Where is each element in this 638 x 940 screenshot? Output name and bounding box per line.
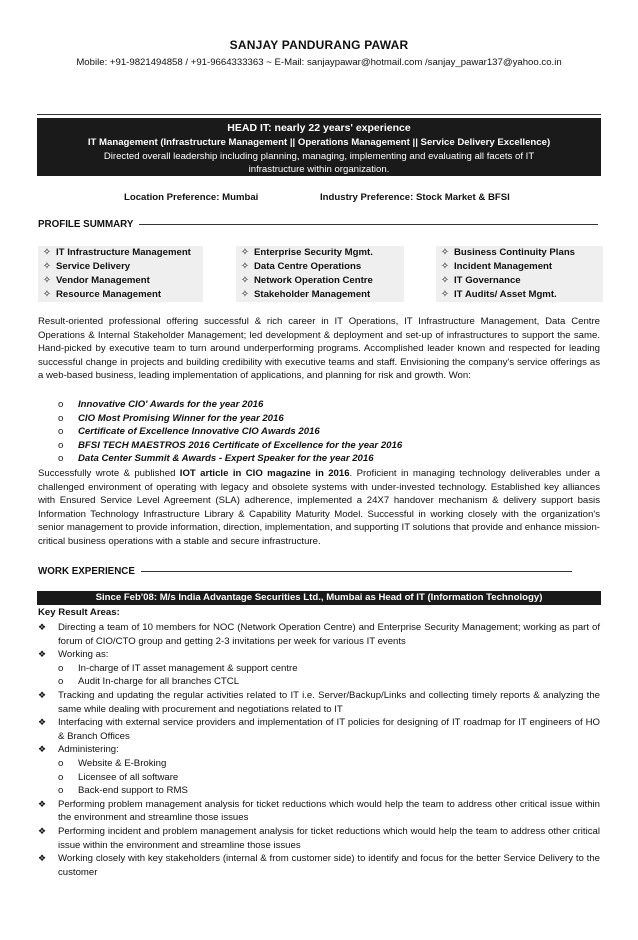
skills-column-2 (236, 246, 404, 302)
star-bullet-icon: ✧ (440, 247, 450, 258)
star-bullet-icon: ✧ (240, 247, 250, 258)
list-item-text: In-charge of IT asset management & support centre (78, 662, 298, 674)
diamond-bullet-icon: ❖ (38, 853, 47, 864)
skill-item (436, 288, 603, 302)
list-item-text: Interfacing with external service providers and implementation of IT policies for designing of IT roadmap for IT engineers of HO & Branch Offices (58, 717, 600, 742)
para2-body: . Proficient in managing technology deliverables under a challenged environment of operating with legacy and obsolete systems with under-invested technology. Established key alliances with Ensured Service Level Agreement (SLA) adherence, implemented a 24X7 handover mechanism & delivery support basis Information Technology Infrastructure Library & Capability Maturity Model. Successful in working closely with the organization's senior management to provide information, direction, implementation, and supporting IT solutions that provide and enhance mission-critical business operations with a stable and secure infrastructure. (38, 468, 600, 547)
circle-bullet-icon: o (58, 785, 64, 797)
skill-item (436, 274, 603, 288)
diamond-bullet-icon: ❖ (38, 825, 47, 836)
skill-item (38, 246, 203, 260)
diamond-bullet-icon: ❖ (38, 744, 47, 755)
key-result-areas-list (38, 621, 600, 879)
list-item (38, 716, 600, 743)
skill-label: IT Governance (454, 275, 521, 286)
star-bullet-icon: ✧ (440, 275, 450, 286)
circle-bullet-icon: o (58, 412, 64, 424)
award-text: BFSI TECH MAESTROS 2016 Certificate of Excellence for the year 2016 (78, 439, 403, 451)
award-text: Innovative CIO' Awards for the year 2016 (78, 399, 264, 410)
diamond-bullet-icon: ❖ (38, 622, 47, 632)
profile-summary-title: PROFILE SUMMARY (38, 219, 134, 230)
resume-page (0, 38, 638, 940)
banner-headline: HEAD IT: nearly 22 years' experience (227, 122, 411, 134)
heading-rule (141, 571, 572, 572)
skills-column-3 (436, 246, 603, 302)
location-preference: Location Preference: Mumbai (124, 192, 259, 203)
headline-banner (37, 118, 601, 176)
candidate-name: SANJAY PANDURANG PAWAR (229, 38, 409, 52)
profile-paragraph-2 (38, 467, 600, 549)
header-divider (37, 114, 601, 115)
award-item (58, 398, 600, 412)
list-item-text: Performing incident and problem management analysis for ticket reductions which would help the team to address other critical issue within the environment and streamline those issues (58, 825, 600, 851)
star-bullet-icon: ✧ (240, 261, 250, 272)
list-item (38, 825, 600, 852)
circle-bullet-icon: o (58, 771, 64, 783)
skill-item (38, 260, 203, 274)
skills-column-1 (38, 246, 203, 302)
awards-list (58, 398, 600, 466)
diamond-bullet-icon: ❖ (38, 798, 47, 809)
star-bullet-icon: ✧ (440, 289, 450, 300)
star-bullet-icon: ✧ (42, 289, 52, 300)
star-bullet-icon: ✧ (240, 289, 250, 300)
banner-domains: IT Management (Infrastructure Management || Operations Management || Service Delivery Excellence) (87, 137, 551, 148)
sub-list-item (38, 757, 600, 771)
list-item-text: Tracking and updating the regular activities related to IT i.e. Server/Backup/Links and collecting timely reports & analyzing the same while dealing with procurement and negotiations related to IT (58, 689, 600, 715)
heading-rule (139, 224, 598, 225)
list-item (38, 743, 600, 757)
award-item (58, 425, 600, 439)
list-item (38, 689, 600, 716)
skill-item (436, 246, 603, 260)
job-title-bar: Since Feb'08: M/s India Advantage Securities Ltd., Mumbai as Head of IT (Information Technology) (37, 591, 601, 605)
skill-label: Stakeholder Management (254, 289, 371, 300)
award-text: Certificate of Excellence Innovative CIO Awards 2016 (78, 426, 320, 438)
banner-summary: Directed overall leadership including planning, managing, implementing and evaluating all facets of IT infrastructure within organization. (103, 151, 535, 175)
star-bullet-icon: ✧ (42, 247, 52, 258)
list-item-text: Working closely with key stakeholders (internal & from customer side) to identify and focus for the better Service Delivery to the customer (58, 853, 600, 878)
list-item (38, 621, 600, 648)
list-item (38, 648, 600, 662)
circle-bullet-icon: o (58, 439, 64, 451)
skill-label: Incident Management (454, 261, 553, 272)
skill-item (236, 246, 404, 260)
skill-item (436, 260, 603, 274)
skill-item (38, 274, 203, 288)
sub-list-item (38, 784, 600, 798)
list-item-text: Licensee of all software (78, 771, 179, 783)
list-item (38, 798, 600, 825)
skill-item (236, 274, 404, 288)
skill-item (236, 288, 404, 302)
list-item-text: Directing a team of 10 members for NOC (Network Operation Centre) and Enterprise Security Management; working as part of forum of CIO/CTO group and getting 2-3 invitations per week for various IT events (58, 622, 600, 647)
work-experience-heading (38, 566, 572, 577)
skill-label: Enterprise Security Mgmt. (254, 247, 373, 258)
skill-label: Network Operation Centre (254, 275, 373, 286)
key-result-areas-label: Key Result Areas: (38, 607, 120, 618)
industry-preference: Industry Preference: Stock Market & BFSI (320, 192, 510, 203)
profile-summary-heading (38, 219, 598, 230)
sub-list-item (38, 675, 600, 689)
list-item (38, 852, 600, 879)
star-bullet-icon: ✧ (240, 275, 250, 286)
list-item-text: Audit In-charge for all branches CTCL (78, 676, 240, 688)
skill-item (38, 288, 203, 302)
star-bullet-icon: ✧ (440, 261, 450, 272)
skill-label: Resource Management (56, 289, 162, 300)
skill-item (236, 260, 404, 274)
circle-bullet-icon: o (58, 399, 64, 410)
circle-bullet-icon: o (58, 662, 64, 674)
award-item (58, 452, 600, 466)
skill-label: Vendor Management (56, 275, 150, 286)
work-experience-title: WORK EXPERIENCE (38, 566, 135, 577)
award-item (58, 412, 600, 426)
diamond-bullet-icon: ❖ (38, 717, 47, 728)
circle-bullet-icon: o (58, 676, 64, 688)
list-item-text: Back-end support to RMS (78, 785, 188, 797)
list-item-text: Website & E-Broking (78, 757, 167, 769)
sub-list-item (38, 662, 600, 676)
skill-label: IT Infrastructure Management (56, 247, 191, 258)
star-bullet-icon: ✧ (42, 275, 52, 286)
diamond-bullet-icon: ❖ (38, 689, 47, 700)
circle-bullet-icon: o (58, 453, 64, 465)
para2-highlight: IOT article in CIO magazine in 2016 (179, 468, 350, 479)
award-text: Data Center Summit & Awards - Expert Speaker for the year 2016 (78, 453, 374, 465)
list-item-text: Performing problem management analysis for ticket reductions which would help the team to address other critical issue within the environment and streamline those issues (58, 798, 600, 824)
skill-label: Service Delivery (56, 261, 131, 272)
award-text: CIO Most Promising Winner for the year 2016 (78, 412, 284, 424)
award-item (58, 439, 600, 453)
star-bullet-icon: ✧ (42, 261, 52, 272)
circle-bullet-icon: o (58, 426, 64, 438)
diamond-bullet-icon: ❖ (38, 649, 47, 660)
list-item-text: Administering: (58, 744, 119, 756)
list-item-text: Working as: (58, 649, 109, 661)
contact-line: Mobile: +91-9821494858 / +91-9664333363 ~ E-Mail: sanjaypawar@hotmail.com /sanjay_pawar137@yahoo.co.in (76, 57, 562, 68)
para2-intro: Successfully wrote & published (38, 468, 180, 479)
skill-label: Data Centre Operations (254, 261, 362, 272)
sub-list-item (38, 771, 600, 785)
skill-label: IT Audits/ Asset Mgmt. (454, 289, 557, 300)
skill-label: Business Continuity Plans (454, 247, 576, 258)
profile-paragraph-1: Result-oriented professional offering successful & rich career in IT Operations, IT Infrastructure Management, Data Centre Operations & Internal Stakeholder Management; led development & deployment and set-up of infrastructures to support the same. Hand-picked by executive team to turn around underperforming programs. Accomplished leader known and respected for leading successful change in projects and building credibility with executive teams and staff. Envisioning the company's service offerings as a web-based business, leading implementation of applications, and planning for risk and growth. Won: (38, 316, 600, 382)
circle-bullet-icon: o (58, 757, 64, 769)
